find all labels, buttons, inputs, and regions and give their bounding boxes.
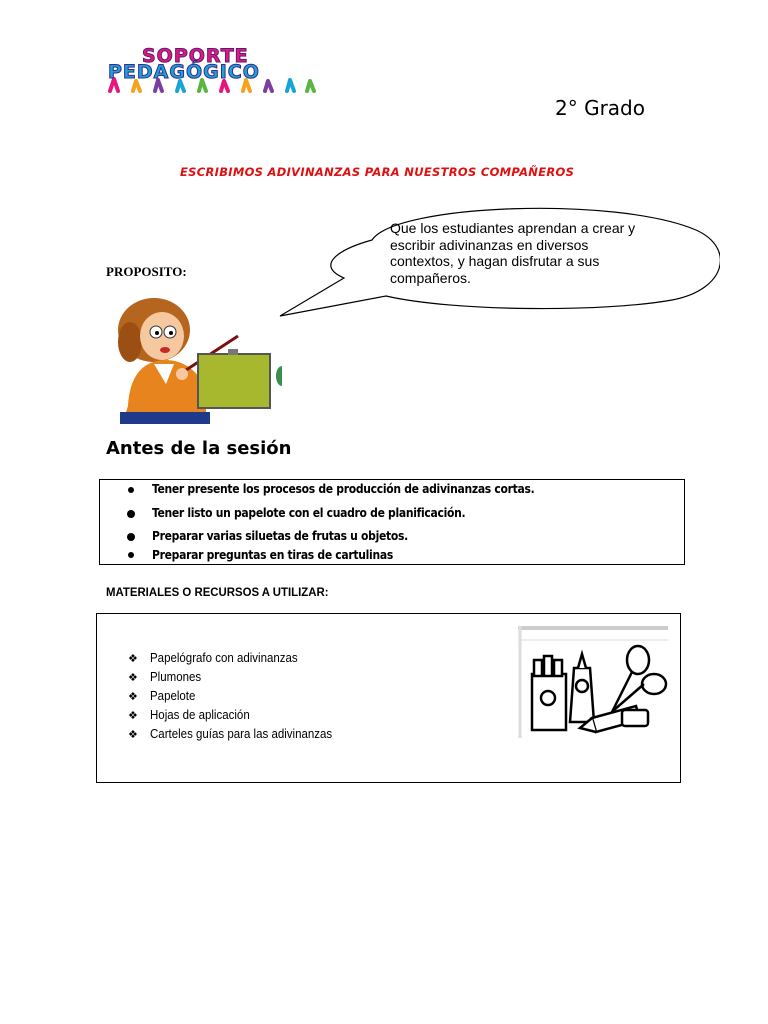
proposito-line: escribir adivinanzas en diversos <box>390 236 589 253</box>
material-item: Papelógrafo con adivinanzas <box>150 651 298 665</box>
proposito-label: PROPOSITO: <box>106 264 187 279</box>
school-supplies-illustration <box>518 626 668 738</box>
antes-item: Tener presente los procesos de producción de adivinanzas cortas. <box>152 482 535 496</box>
material-item: Hojas de aplicación <box>150 708 250 722</box>
diamond-bullet-icon: ❖ <box>128 690 138 703</box>
bullet-icon <box>127 510 135 518</box>
antes-item: Preparar preguntas en tiras de cartulinas <box>152 548 393 562</box>
proposito-line: Que los estudiantes aprendan a crear y <box>390 220 636 236</box>
teacher-illustration <box>110 296 300 424</box>
page-title: ESCRIBIMOS ADIVINANZAS PARA NUESTROS COMPAÑEROS <box>180 165 575 179</box>
bullet-icon <box>128 487 134 493</box>
antes-item: Tener listo un papelote con el cuadro de planificación. <box>152 506 466 520</box>
soporte-pedagogico-logo <box>106 45 322 93</box>
proposito-line: compañeros. <box>390 269 471 286</box>
diamond-bullet-icon: ❖ <box>128 671 138 684</box>
proposito-text <box>390 220 690 286</box>
bullet-icon <box>128 552 134 558</box>
grade-label: 2° Grado <box>555 96 645 120</box>
diamond-bullet-icon: ❖ <box>128 709 138 722</box>
logo-line-2: PEDAGÓGICO <box>108 61 260 83</box>
antes-heading: Antes de la sesión <box>106 438 292 459</box>
material-item: Papelote <box>150 689 196 703</box>
proposito-line: contextos, y hagan disfrutar a sus <box>390 253 600 269</box>
material-item: Carteles guías para las adivinanzas <box>150 727 333 741</box>
logo-line-1: SOPORTE <box>142 45 249 67</box>
material-item: Plumones <box>150 670 202 684</box>
diamond-bullet-icon: ❖ <box>128 728 138 741</box>
materiales-heading: MATERIALES O RECURSOS A UTILIZAR: <box>106 585 329 599</box>
bullet-icon <box>127 533 135 541</box>
antes-item: Preparar varias siluetas de frutas u objetos. <box>152 529 408 543</box>
diamond-bullet-icon: ❖ <box>128 652 138 665</box>
